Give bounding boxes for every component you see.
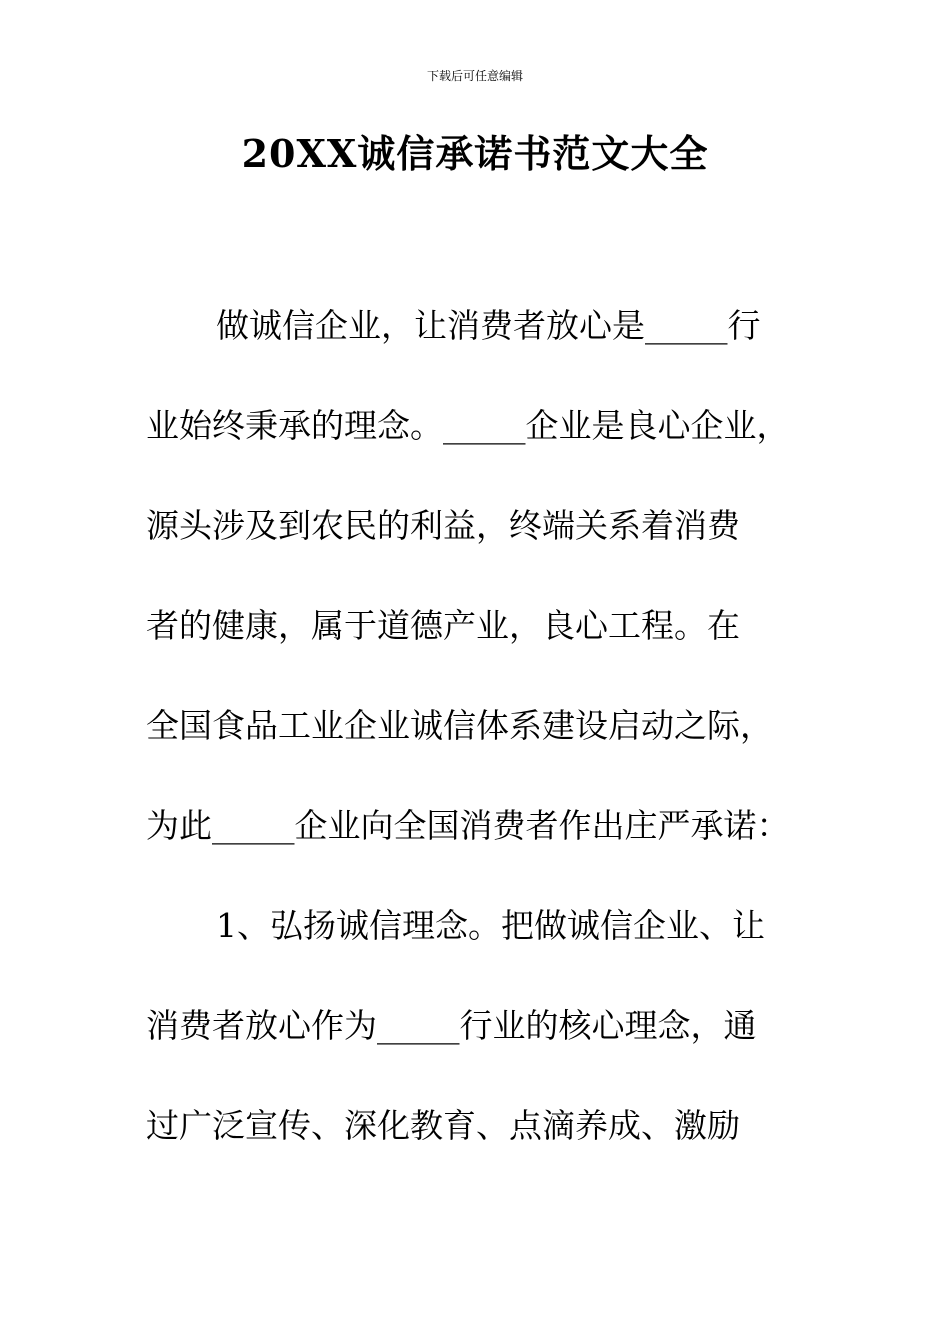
body-line: 为此_____企业向全国消费者作出庄严承诺： — [146, 806, 790, 845]
header-note: 下载后可任意编辑 — [426, 69, 523, 83]
document-title: 20XX诚信承诺书范文大全 — [241, 131, 709, 176]
body-line: 全国食品工业企业诚信体系建设启动之际， — [146, 706, 773, 745]
body-line: 者的健康，属于道德产业，良心工程。在 — [146, 606, 740, 645]
body-line: 做诚信企业，让消费者放心是_____行 — [216, 306, 761, 345]
body-line: 1、弘扬诚信理念。把做诚信企业、让 — [216, 906, 765, 945]
body-line: 源头涉及到农民的利益，终端关系着消费 — [146, 506, 740, 545]
body-line: 业始终秉承的理念。_____企业是良心企业， — [146, 406, 790, 445]
body-line: 消费者放心作为_____行业的核心理念，通 — [146, 1006, 757, 1045]
body-line: 过广泛宣传、深化教育、点滴养成、激励 — [146, 1106, 740, 1145]
